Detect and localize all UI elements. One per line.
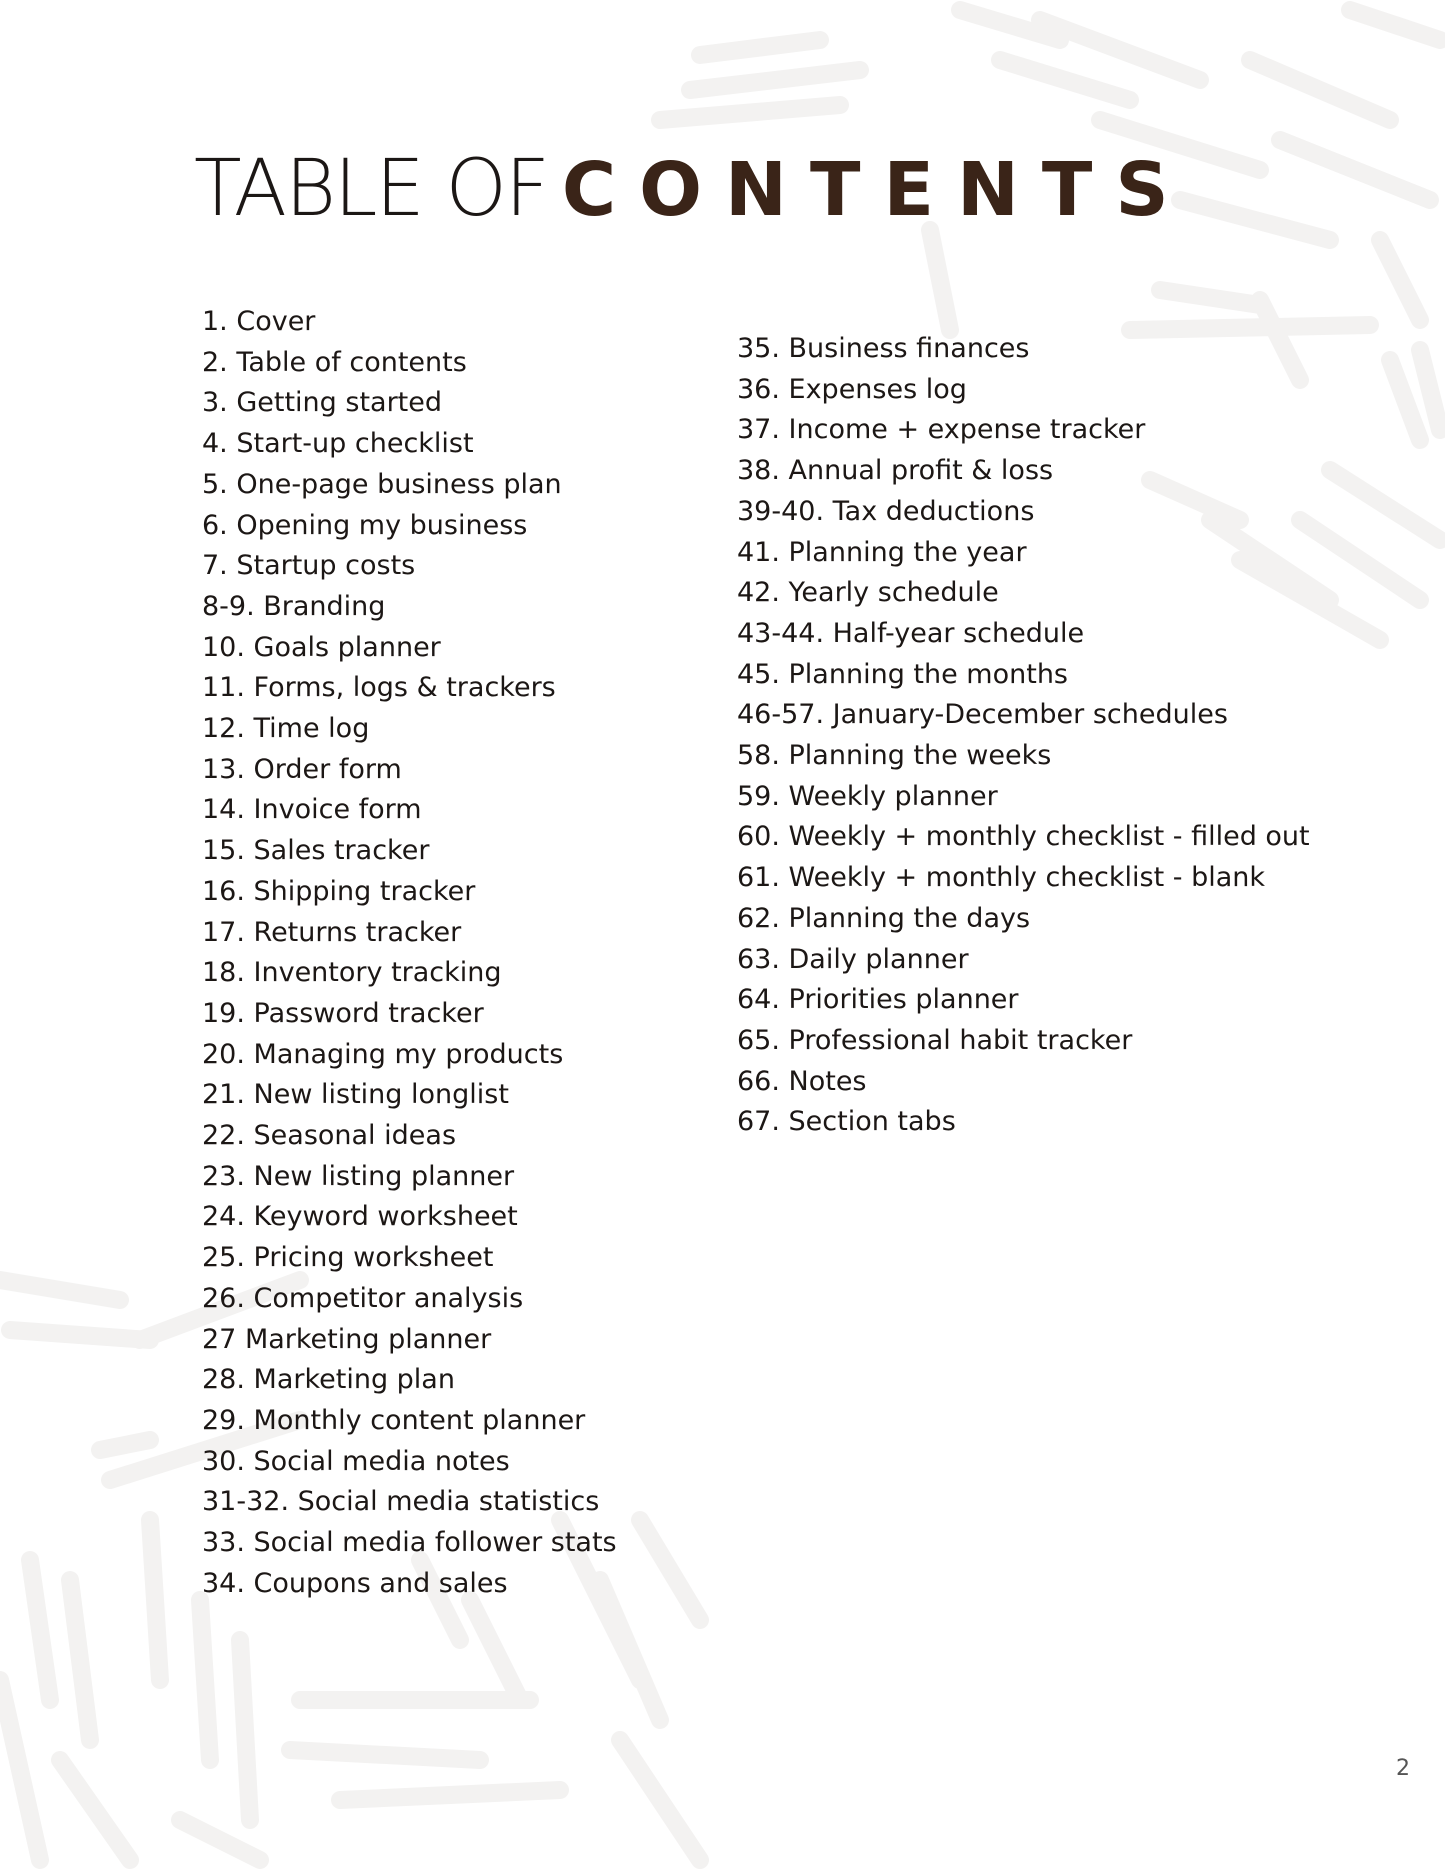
toc-entry: 13. Order form [202,753,402,785]
toc-entry: 8-9. Branding [202,590,386,622]
toc-entry: 41. Planning the year [737,536,1027,568]
toc-entry: 12. Time log [202,713,370,745]
toc-entry: 20. Managing my products [202,1038,564,1070]
title-thin-part: TABLE OF [194,144,548,234]
toc-entry: 36. Expenses log [737,373,967,405]
toc-entry: 19. Password tracker [202,997,484,1029]
toc-entry: 16. Shipping tracker [202,875,476,907]
toc-entry: 22. Seasonal ideas [202,1120,457,1152]
toc-entry: 24. Keyword worksheet [202,1201,518,1233]
page-number: 2 [1396,1756,1410,1781]
toc-entry: 66. Notes [737,1065,867,1097]
toc-entry: 21. New listing longlist [202,1079,509,1111]
toc-entry: 61. Weekly + monthly checklist - blank [737,862,1266,894]
toc-entry: 30. Social media notes [202,1445,510,1477]
toc-entry: 11. Forms, logs & trackers [202,672,556,704]
toc-entry: 18. Inventory tracking [202,957,502,989]
toc-entry: 34. Coupons and sales [202,1567,508,1599]
toc-right-column [737,329,1337,1143]
toc-entry: 62. Planning the days [737,902,1031,934]
toc-entry: 26. Competitor analysis [202,1282,524,1314]
page-title [194,144,1192,234]
toc-entry: 4. Start-up checklist [202,428,474,460]
toc-entry: 23. New listing planner [202,1160,515,1192]
title-bold-part: CONTENTS [561,147,1192,233]
toc-entry: 5. One-page business plan [202,468,562,500]
toc-entry: 39-40. Tax deductions [737,495,1035,527]
toc-entry: 63. Daily planner [737,943,969,975]
toc-entry: 42. Yearly schedule [737,577,999,609]
toc-entry: 2. Table of contents [202,346,467,378]
toc-entry: 60. Weekly + monthly checklist - filled out [737,821,1310,853]
toc-entry: 31-32. Social media statistics [202,1486,600,1518]
toc-entry: 59. Weekly planner [737,780,998,812]
toc-entry: 38. Annual profit & loss [737,455,1054,487]
toc-entry: 65. Professional habit tracker [737,1024,1133,1056]
toc-entry: 67. Section tabs [737,1106,956,1138]
toc-entry: 15. Sales tracker [202,835,430,867]
toc-entry: 43-44. Half-year schedule [737,617,1085,649]
toc-entry: 46-57. January-December schedules [737,699,1228,731]
toc-entry: 3. Getting started [202,387,443,419]
toc-entry: 6. Opening my business [202,509,528,541]
toc-entry: 58. Planning the weeks [737,740,1052,772]
toc-entry: 45. Planning the months [737,658,1069,690]
toc-entry: 37. Income + expense tracker [737,414,1146,446]
toc-entry: 64. Priorities planner [737,984,1019,1016]
toc-entry: 25. Pricing worksheet [202,1242,494,1274]
toc-entry: 33. Social media follower stats [202,1527,617,1559]
toc-entry: 27 Marketing planner [202,1323,492,1355]
toc-entry: 29. Monthly content planner [202,1404,586,1436]
toc-entry: 10. Goals planner [202,631,441,663]
toc-entry: 1. Cover [202,306,316,337]
toc-entry: 7. Startup costs [202,550,416,582]
toc-left-column [202,302,722,1605]
toc-entry: 14. Invoice form [202,794,422,826]
toc-entry: 35. Business finances [737,333,1030,364]
toc-entry: 17. Returns tracker [202,916,462,948]
toc-entry: 28. Marketing plan [202,1364,455,1396]
